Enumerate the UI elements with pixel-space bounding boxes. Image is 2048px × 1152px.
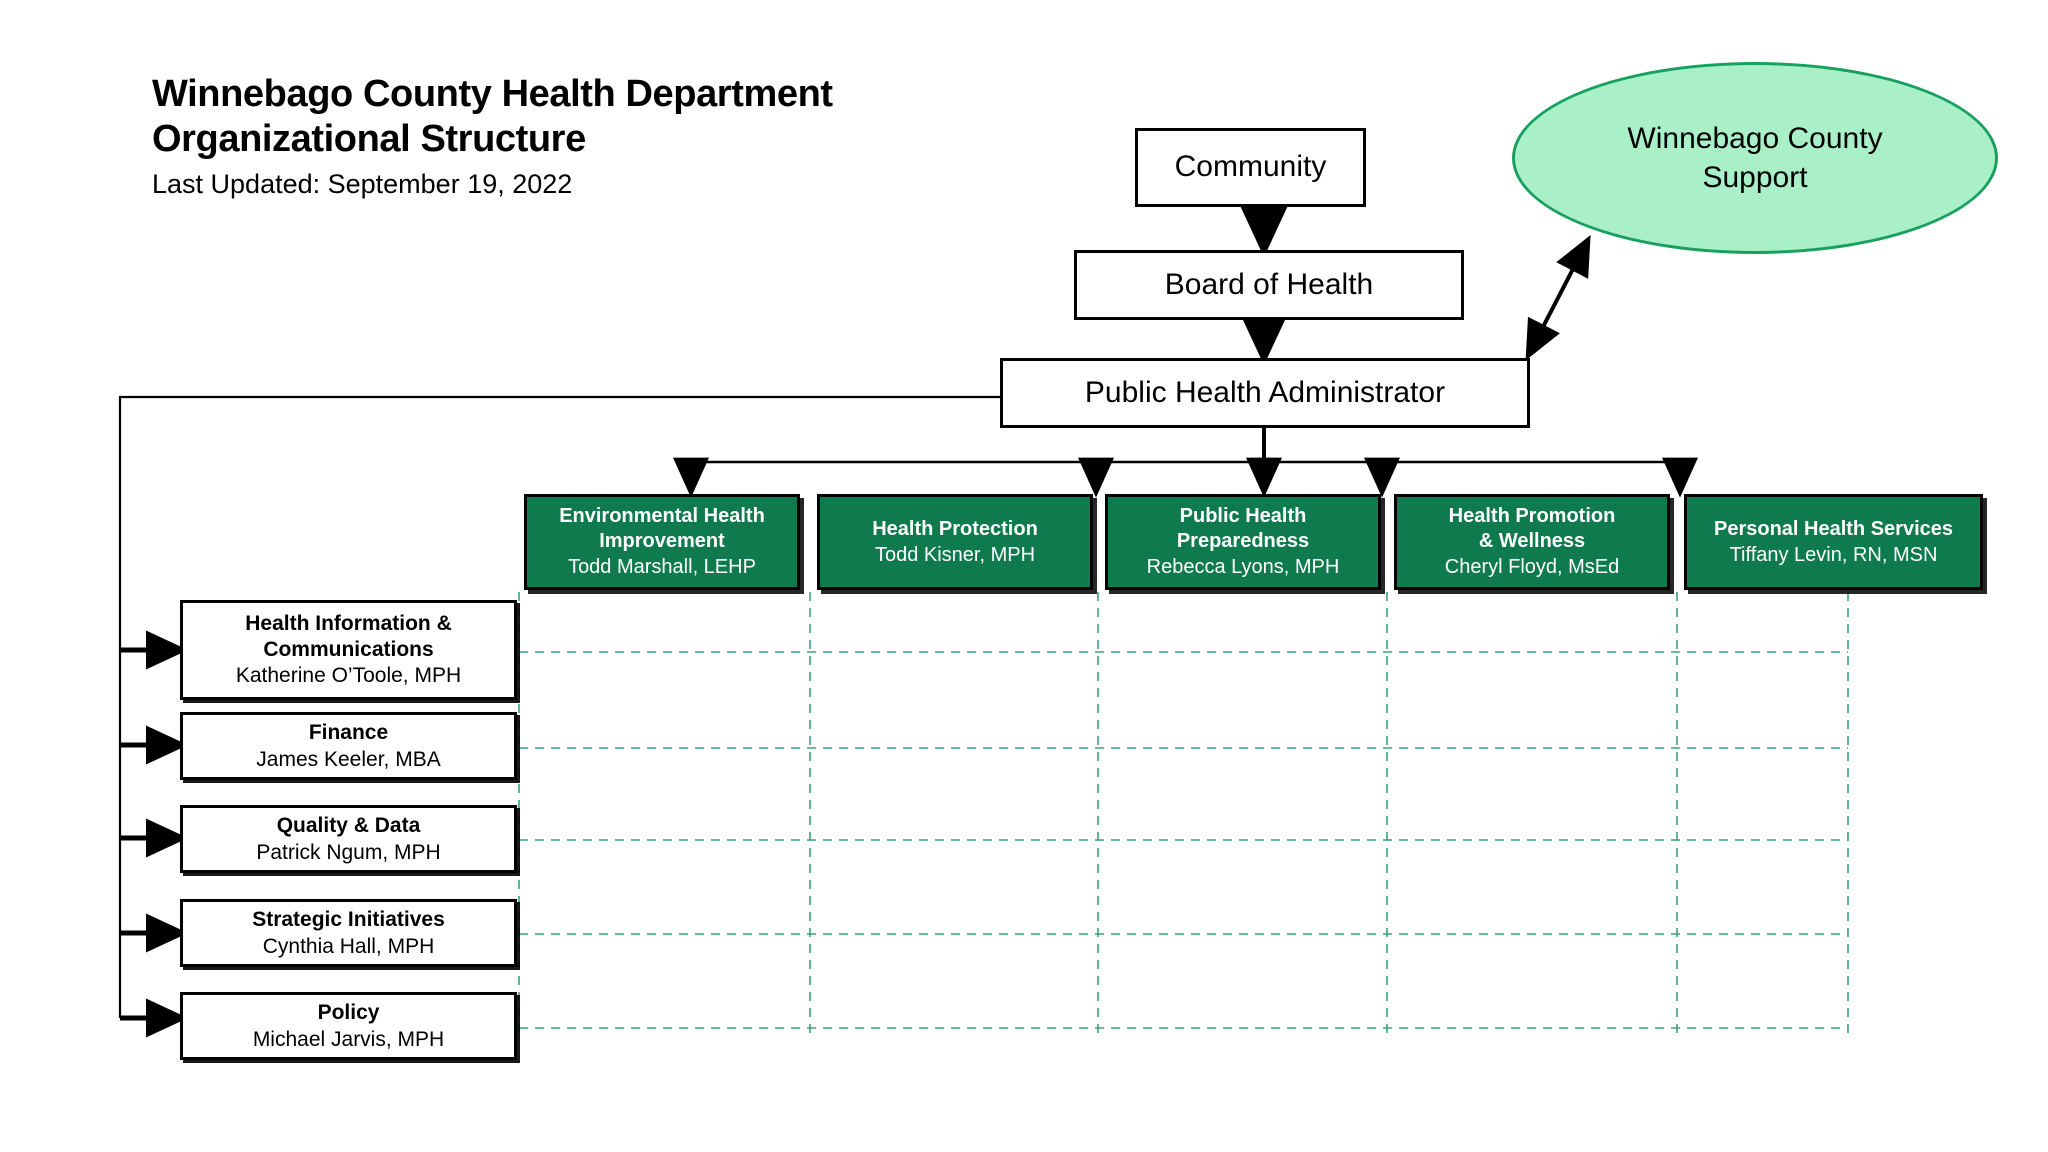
connector-administrator-to-county-support: [1530, 240, 1588, 352]
division-name-line-2: Improvement: [599, 530, 725, 553]
division-health-protection[interactable]: [817, 494, 1093, 590]
support-unit-person: Cynthia Hall, MPH: [262, 934, 435, 958]
division-name-line-1: Health Protection: [872, 517, 1038, 540]
division-person: Rebecca Lyons, MPH: [1146, 555, 1340, 578]
support-unit-person: Michael Jarvis, MPH: [252, 1027, 445, 1051]
division-name-line-1: Public Health: [1179, 505, 1307, 528]
node-community[interactable]: [1135, 128, 1366, 207]
division-name-line-2: & Wellness: [1478, 530, 1586, 553]
county-support-line-2: Support: [1702, 161, 1808, 194]
county-support-text: [1627, 119, 1882, 197]
node-board-of-health-label: Board of Health: [1164, 267, 1374, 301]
support-unit-policy[interactable]: [180, 992, 517, 1060]
division-health-promotion-wellness[interactable]: [1394, 494, 1670, 590]
support-unit-name-line-1: Policy: [317, 1000, 380, 1024]
division-person: Cheryl Floyd, MsEd: [1444, 555, 1620, 578]
support-unit-name-line-2: Communications: [263, 637, 434, 661]
support-unit-name-line-1: Finance: [308, 720, 389, 744]
division-person: Todd Kisner, MPH: [874, 543, 1036, 566]
county-support-line-1: Winnebago County: [1627, 122, 1883, 155]
title-line-2: Organizational Structure: [152, 117, 586, 160]
division-name-line-1: Personal Health Services: [1713, 517, 1953, 540]
division-name-line-2: Preparedness: [1176, 530, 1310, 553]
support-unit-name-line-1: Strategic Initiatives: [252, 907, 445, 931]
support-unit-health-information-communications[interactable]: [180, 600, 517, 700]
division-environmental-health-improvement[interactable]: [524, 494, 800, 590]
node-public-health-administrator[interactable]: [1000, 358, 1530, 428]
division-bus: [691, 428, 1680, 492]
division-person: Todd Marshall, LEHP: [568, 555, 756, 578]
division-public-health-preparedness[interactable]: [1105, 494, 1381, 590]
title-line-1: Winnebago County Health Department: [152, 73, 833, 115]
division-name-line-1: Health Promotion: [1448, 505, 1616, 528]
support-unit-name-line-1: Quality & Data: [276, 813, 421, 837]
support-unit-person: James Keeler, MBA: [256, 747, 441, 771]
support-unit-name-line-1: Health Information &: [245, 612, 452, 636]
support-unit-person: Katherine O’Toole, MPH: [235, 664, 462, 688]
node-community-label: Community: [1174, 150, 1327, 184]
node-board-of-health[interactable]: [1074, 250, 1464, 320]
support-unit-person: Patrick Ngum, MPH: [256, 840, 441, 864]
node-public-health-administrator-label: Public Health Administrator: [1084, 375, 1446, 409]
last-updated-label: Last Updated: September 19, 2022: [152, 168, 573, 199]
support-unit-strategic-initiatives[interactable]: [180, 899, 517, 967]
division-personal-health-services[interactable]: [1684, 494, 1983, 590]
division-person: Tiffany Levin, RN, MSN: [1729, 543, 1938, 566]
page-title: [152, 72, 1052, 203]
division-name-line-1: Environmental Health: [559, 505, 765, 528]
support-unit-finance[interactable]: [180, 712, 517, 780]
support-unit-quality-data[interactable]: [180, 805, 517, 873]
dashed-matrix-grid: [519, 592, 1848, 1034]
node-winnebago-county-support[interactable]: [1512, 62, 1998, 254]
